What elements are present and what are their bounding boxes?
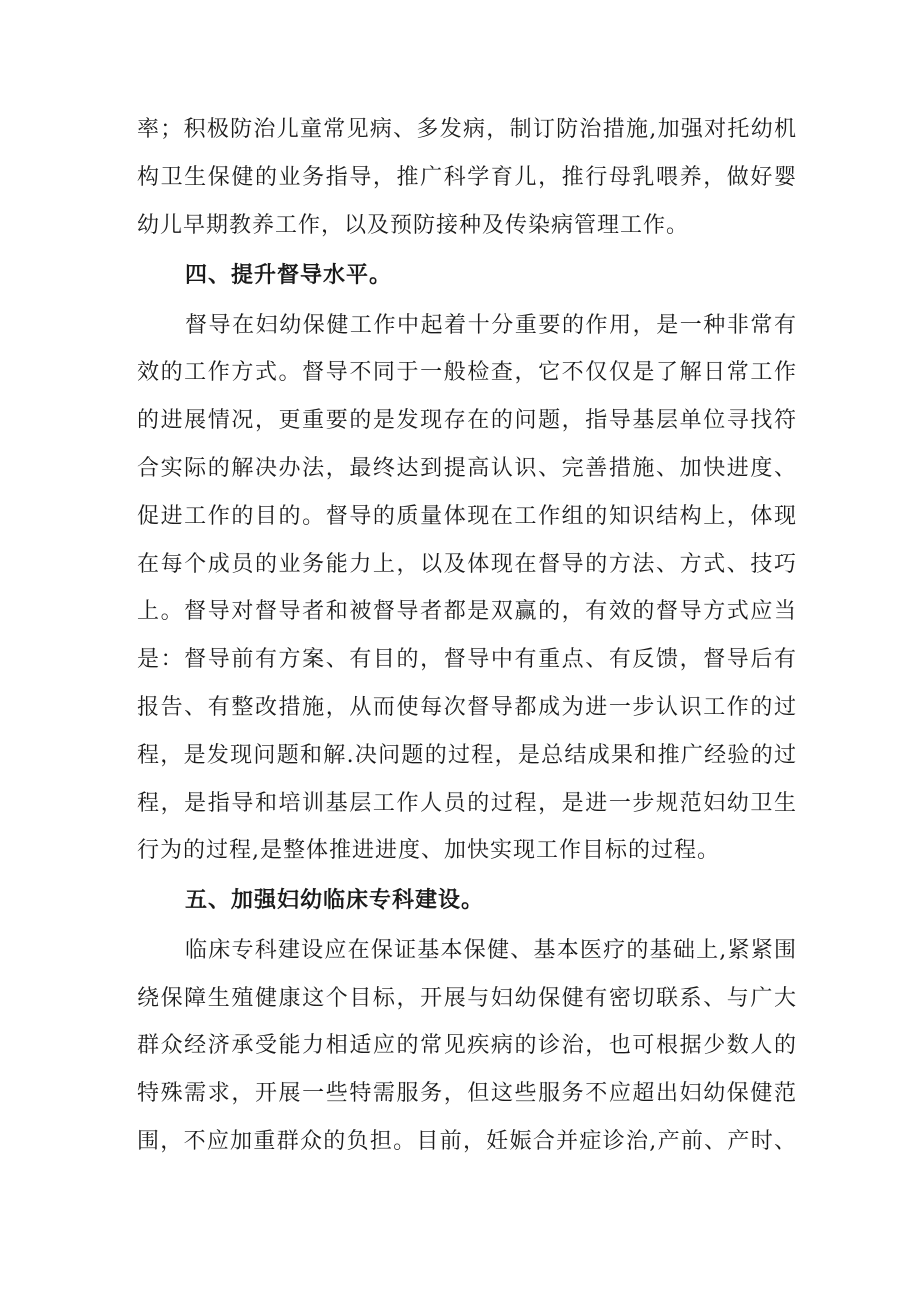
paragraph-line: 促进工作的目的。督导的质量体现在工作组的知识结构上，体现: [137, 504, 797, 529]
paragraph-line: 特殊需求，开展一些特需服务，但这些服务不应超出妇幼保健范: [137, 1081, 797, 1106]
paragraph-line: 构卫生保健的业务指导，推广科学育儿，推行母乳喂养，做好婴: [137, 165, 797, 190]
paragraph-line: 行为的过程,是整体推进进度、加快实现工作目标的过程。: [137, 838, 720, 863]
paragraph-line: 的进展情况，更重要的是发现存在的问题，指导基层单位寻找符: [137, 408, 797, 433]
paragraph-line: 临床专科建设应在保证基本保健、基本医疗的基础上,紧紧围: [185, 938, 797, 963]
paragraph-line: 是：督导前有方案、有目的，督导中有重点、有反馈，督导后有: [137, 647, 797, 672]
paragraph-line: 幼儿早期教养工作，以及预防接种及传染病管理工作。: [137, 213, 690, 238]
paragraph-line: 上。督导对督导者和被督导者都是双赢的，有效的督导方式应当: [137, 599, 797, 624]
paragraph-line: 在每个成员的业务能力上，以及体现在督导的方法、方式、技巧: [137, 552, 797, 577]
paragraph-line: 程，是发现问题和解.决问题的过程，是总结成果和推广经验的过: [137, 743, 797, 768]
section-heading-5: 五、加强妇幼临床专科建设。: [185, 888, 485, 913]
paragraph-line: 程，是指导和培训基层工作人员的过程，是进一步规范妇幼卫生: [137, 791, 797, 816]
paragraph-line: 督导在妇幼保健工作中起着十分重要的作用，是一种非常有: [185, 313, 797, 338]
paragraph-line: 率；积极防治儿童常见病、多发病，制订防治措施,加强对托幼机: [137, 117, 797, 142]
section-heading-4: 四、提升督导水平。: [185, 263, 393, 288]
paragraph-line: 围，不应加重群众的负担。目前，妊娠合并症诊治,产前、产时、: [137, 1129, 797, 1154]
paragraph-line: 群众经济承受能力相适应的常见疾病的诊治，也可根据少数人的: [137, 1033, 797, 1058]
paragraph-line: 效的工作方式。督导不同于一般检查，它不仅仅是了解日常工作: [137, 360, 797, 385]
paragraph-line: 绕保障生殖健康这个目标，开展与妇幼保健有密切联系、与广大: [137, 986, 797, 1011]
paragraph-line: 报告、有整改措施，从而使每次督导都成为进一步认识工作的过: [137, 695, 797, 720]
paragraph-line: 合实际的解决办法，最终达到提高认识、完善措施、加快进度、: [137, 456, 797, 481]
